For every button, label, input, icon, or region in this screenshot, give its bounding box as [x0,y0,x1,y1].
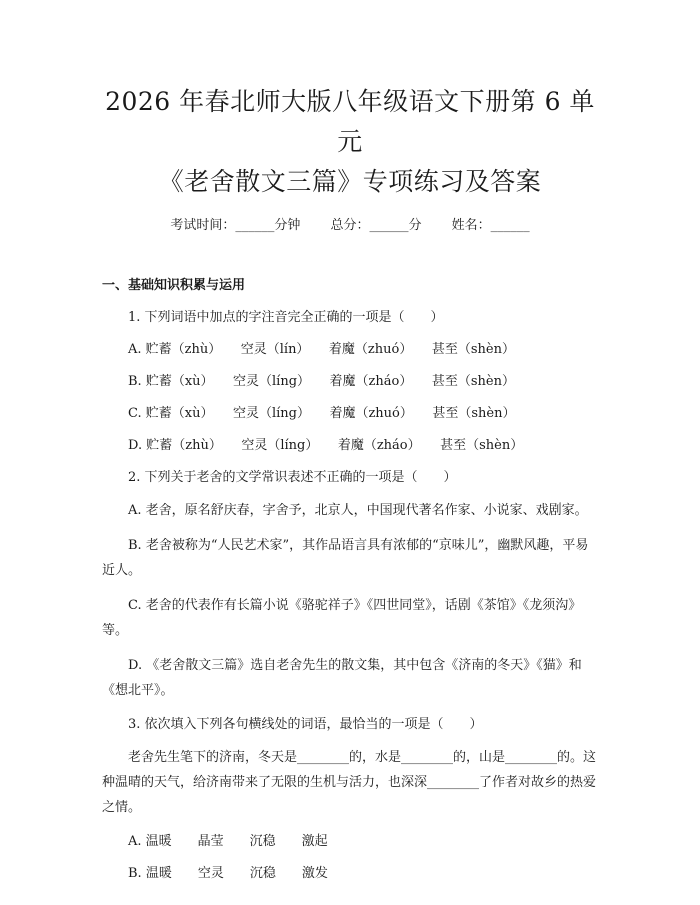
section-title: 一、基础知识积累与运用 [102,278,246,293]
title-line-1: 2026 年春北师大版八年级语文下册第 6 单元 [105,87,595,156]
question-1-option-c: C. 贮蓄（xù） 空灵（líng） 着魔（zhuó） 甚至（shèn） [128,406,516,421]
question-1-option-d: D. 贮蓄（zhù） 空灵（líng） 着魔（zháo） 甚至（shèn） [128,438,524,453]
question-2-stem: 2. 下列关于老舍的文学常识表述不正确的一项是（ ） [128,470,457,485]
question-3-passage: 老舍先生笔下的济南，冬天是________的，水是________的，山是________的。这种温晴的天气，给济南带来了无限的生机与活力，也深深________了作者对故乡的热爱之情。 [102,750,597,815]
question-2-option-a: A. 老舍，原名舒庆春，字舍予，北京人，中国现代著名作家、小说家、戏剧家。 [128,503,588,518]
question-3-stem: 3. 依次填入下列各句横线处的词语，最恰当的一项是（ ） [128,717,483,732]
score-label: 总分：______分 [330,218,422,233]
name-label: 姓名：______ [451,218,530,233]
time-label: 考试时间：______分钟 [170,218,301,233]
question-1-option-b: B. 贮蓄（xù） 空灵（líng） 着魔（zháo） 甚至（shèn） [128,374,515,389]
document-title [102,0,598,202]
question-1-stem: 1. 下列词语中加点的字注音完全正确的一项是（ ） [128,310,444,325]
title-line-2: 《老舍散文三篇》专项练习及答案 [158,167,542,196]
question-2-option-c: C. 老舍的代表作有长篇小说《骆驼祥子》《四世同堂》，话剧《茶馆》《龙须沟》等。 [102,598,582,638]
question-3-option-a: A. 温暖 晶莹 沉稳 激起 [128,834,328,849]
question-2-option-d: D. 《老舍散文三篇》选自老舍先生的散文集，其中包含《济南的冬天》《猫》和《想北平》。 [102,658,582,698]
question-1-option-a: A. 贮蓄（zhù） 空灵（lín） 着魔（zhuó） 甚至（shèn） [128,342,515,357]
exam-meta [102,216,598,236]
question-3-option-b: B. 温暖 空灵 沉稳 激发 [128,866,328,881]
question-2-option-b: B. 老舍被称为“人民艺术家”，其作品语言具有浓郁的“京味儿”，幽默风趣，平易近人。 [102,538,589,578]
